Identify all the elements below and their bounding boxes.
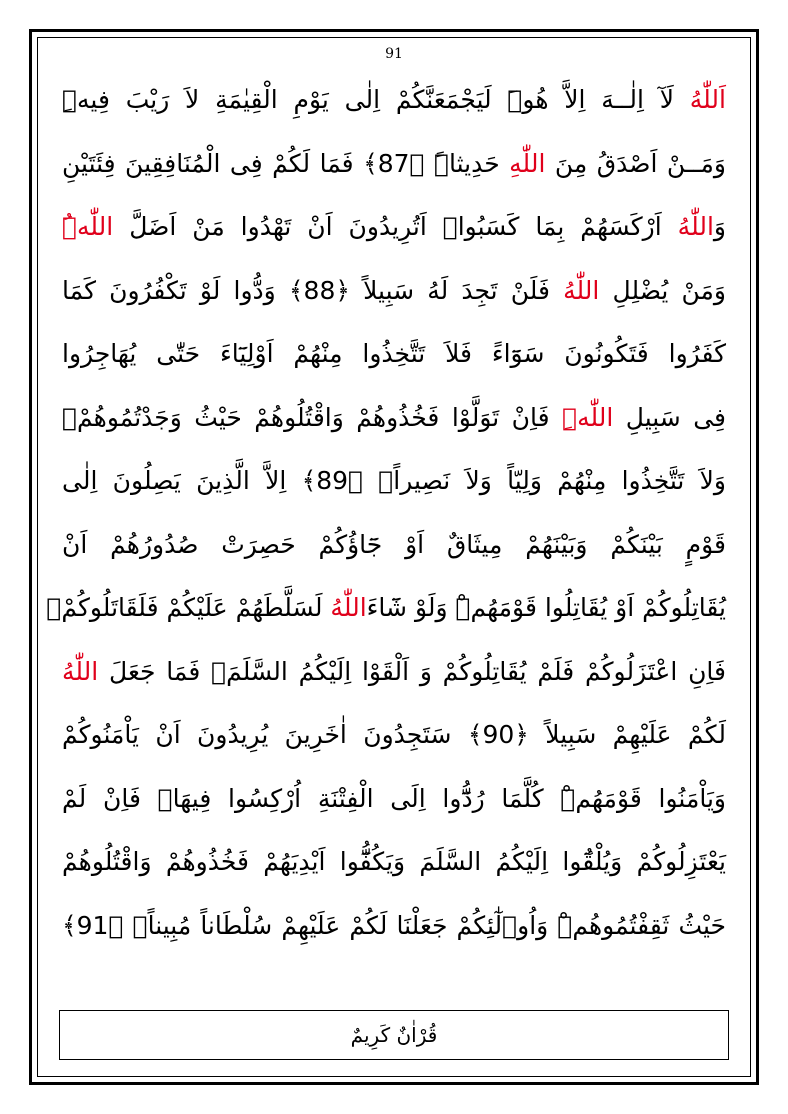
verse-segment: وَمَنْ يُضْلِلِ (599, 275, 726, 305)
verse-line (62, 68, 726, 132)
divine-name: اللّٰهُ (677, 212, 714, 241)
verse-line (62, 767, 726, 831)
verse-line (62, 259, 726, 323)
verse-segment: ۜ فَاِنْ تَوَلَّوْا فَخُذُوهُمْ وَاقْتُلُوهُمْ حَيْثُ وَجَدْتُمُوهُمْۖ (62, 402, 563, 432)
page-number: 91 (385, 46, 403, 62)
verse-line (62, 132, 726, 196)
verse-line (62, 640, 726, 704)
verse-line (62, 386, 726, 450)
verse-text-block (46, 68, 727, 957)
divine-name: اللّٰهُۜ (62, 212, 114, 241)
verse-line (62, 894, 726, 958)
divine-name: اَللّٰهُ (689, 85, 726, 114)
verse-segment: لَكُمْ عَلَيْهِمْ سَبِيلاً ﴿90﴾ سَتَجِدُونَ اٰخَرِينَ يُرِيدُونَ اَنْ يَاْمَنُوكُمْ (62, 720, 726, 749)
verse-segment: وَمَــنْ اَصْدَقُ مِنَ (545, 148, 726, 178)
verse-segment: حَيْثُ ثَقِفْتُمُوهُمْۜ وَاُو۬لٰٓئِكُمْ جَعَلْنَا لَكُمْ عَلَيْهِمْ سُلْطَاناً مُبِيناًۚ ﴿91﴾ (62, 910, 726, 940)
divine-name: اللّٰهُ (563, 275, 600, 305)
footer-title: قُرْاٰنٌ كَرِيمٌ (350, 1023, 438, 1047)
verse-segment: فَاِنِ اعْتَزَلُوكُمْ فَلَمْ يُقَاتِلُوكُمْ وَ اَلْقَوْا اِلَيْكُمُ السَّلَمَۙ فَمَا جَعَلَ (98, 656, 726, 686)
verse-line (62, 703, 726, 767)
verse-line (62, 195, 726, 259)
verse-segment: كَفَرُوا فَتَكُونُونَ سَوَٓاءً فَلاَ تَتَّخِذُوا مِنْهُمْ اَوْلِيَٓاءَ حَتّٰى يُهَاجِرُوا (62, 339, 726, 368)
verse-segment: حَدِيثاًۜ ﴿87﴾ فَمَا لَكُمْ فِى الْمُنَافِقِينَ فِئَتَيْنِ (62, 148, 510, 178)
verse-segment: وَلاَ تَتَّخِذُوا مِنْهُمْ وَلِيّاً وَلاَ نَصِيراًۙ ﴿89﴾ اِلاَّ الَّذِينَ يَصِلُونَ اِلٰى (62, 466, 726, 495)
verse-segment: لَآ اِلٰــهَ اِلاَّ هُوَۜ لَيَجْمَعَنَّكُمْ اِلٰى يَوْمِ الْقِيٰمَةِ لاَ رَيْبَ فِيهِۜ (62, 85, 690, 114)
verse-segment: وَ (713, 212, 726, 241)
divine-name: اللّٰهُ (330, 593, 367, 622)
footer-box (59, 1010, 729, 1060)
verse-segment: اَرْكَسَهُمْ بِمَا كَسَبُواۜ اَتُرِيدُونَ اَنْ تَهْدُوا مَنْ اَضَلَّ (113, 212, 678, 241)
verse-line (62, 830, 726, 894)
verse-segment: وَيَاْمَنُوا قَوْمَهُمْۜ كُلَّمَا رُدُّٓوا اِلَى الْفِتْنَةِ اُرْكِسُوا فِيهَاۚ فَاِنْ لَمْ (62, 783, 726, 813)
verse-line (46, 576, 726, 640)
verse-line (62, 322, 726, 386)
verse-segment: يَعْتَزِلُوكُمْ وَيُلْقُٓوا اِلَيْكُمُ السَّلَمَ وَيَكُفُّٓوا اَيْدِيَهُمْ فَخُذُوهُمْ وَاقْتُلُوهُمْ (62, 847, 726, 876)
verse-segment: فَلَنْ تَجِدَ لَهُ سَبِيلاً ﴿88﴾ وَدُّوا لَوْ تَكْفُرُونَ كَمَا (62, 275, 564, 305)
verse-line (62, 513, 726, 577)
divine-name: اللّٰهُ (62, 656, 99, 686)
verse-segment: لَسَلَّطَهُمْ عَلَيْكُمْ فَلَقَاتَلُوكُمْۚ (46, 593, 331, 622)
divine-name: اللّٰهِ (509, 148, 546, 178)
verse-segment: يُقَاتِلُوكُمْ اَوْ يُقَاتِلُوا قَوْمَهُمْۜ وَلَوْ شَٓاءَ (366, 593, 726, 622)
verse-line (62, 449, 726, 513)
verse-segment: فِى سَبِيلِ (613, 402, 727, 432)
verse-segment: قَوْمٍ بَيْنَكُمْ وَبَيْنَهُمْ مِيثَاقٌ اَوْ جَٓاؤُكُمْ حَصِرَتْ صُدُورُهُمْ اَنْ (62, 529, 726, 559)
divine-name: اللّٰهِ (562, 402, 614, 432)
